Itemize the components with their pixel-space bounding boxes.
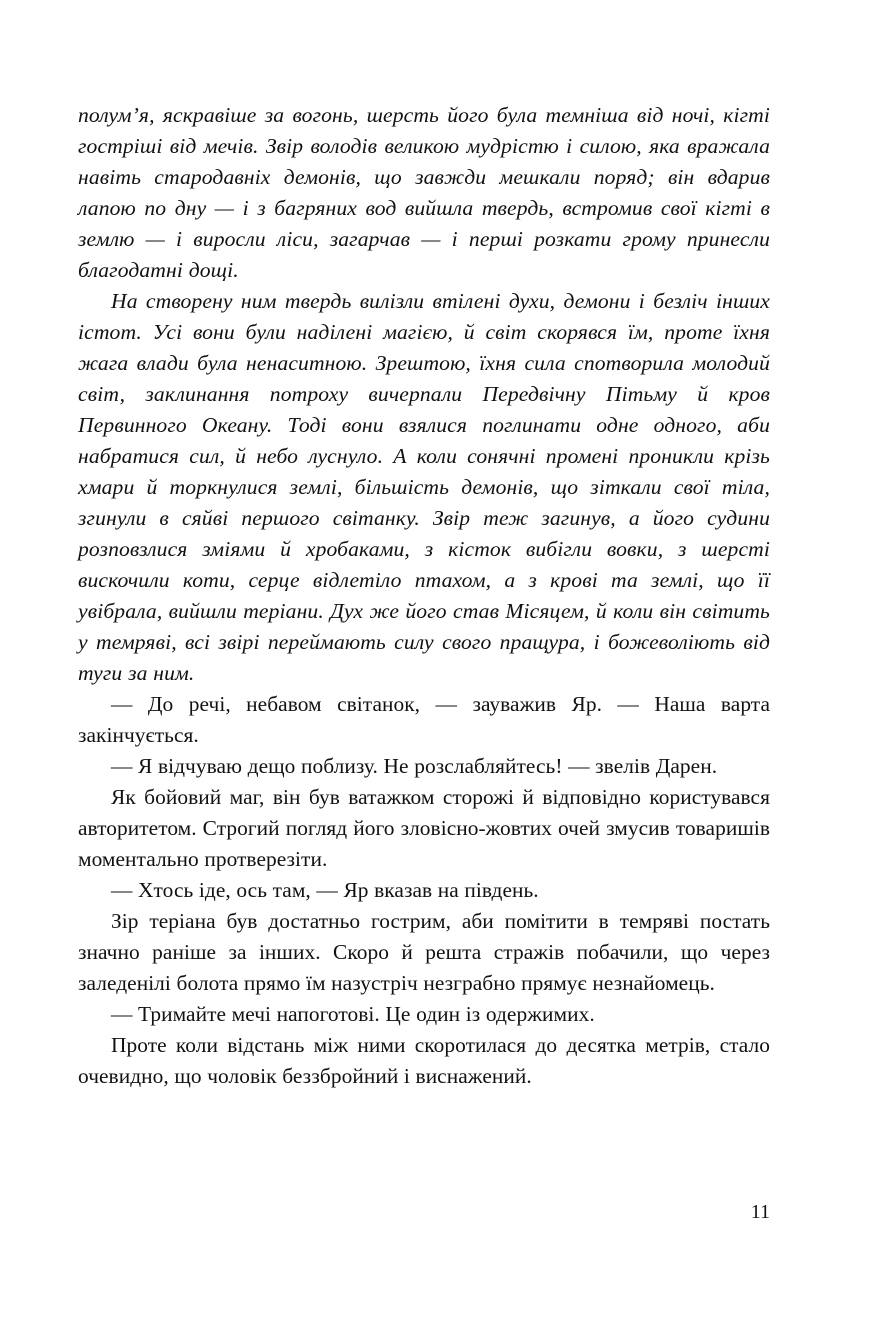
paragraph-narration-terian-sight: Зір теріана був достатньо гострим, аби помітити в темряві постать значно раніше за інших. Скоро й решта стражів побачили, що через заледенілі болота прямо їм назустріч незграбно прямує незнайомець. [78, 909, 770, 995]
paragraph-legend-1: полум’я, яскравіше за вогонь, шерсть його була темніша від ночі, кігті гостріші від мечів. Звір володів великою мудрістю і силою, яка вражала навіть стародавніх демонів, що завжди мешкали поряд; він вдарив лапою по дну — і з багряних вод вийшла твердь, встромив свої кігті в землю — і виросли ліси, загарчав — і перші розкати грому принесли благодатні дощі. [78, 103, 770, 282]
paragraph-dialogue-swords-ready: — Тримайте мечі напоготові. Це один із одержимих. [111, 1002, 595, 1026]
paragraph-dialogue-daren-sense: — Я відчуваю дещо поблизу. Не розслабляйтесь! — звелів Дарен. [111, 754, 718, 778]
paragraph-dialogue-yar-south: — Хтось іде, ось там, — Яр вказав на південь. [111, 878, 539, 902]
paragraph-narration-stranger-unarmed: Проте коли відстань між ними скоротилася до десятка метрів, стало очевидно, що чоловік беззбройний і виснажений. [78, 1033, 770, 1088]
page-text-block [78, 100, 770, 1092]
paragraph-narration-battle-mage: Як бойовий маг, він був ватажком сторожі й відповідно користувався авторитетом. Строгий погляд його зловісно-жовтих очей змусив товаришів моментально протверезіти. [78, 785, 770, 871]
page-number: 11 [750, 1201, 770, 1223]
paragraph-legend-2: На створену ним твердь вилізли втілені духи, демони і безліч інших істот. Усі вони були наділені магією, й світ скорявся їм, проте їхня жага влади була ненаситною. Зрештою, їхня сила спотворила молодий світ, заклинання потроху вичерпали Передвічну Пітьму й кров Первинного Океану. Тоді вони взялися поглинати одне одного, аби набратися сил, й небо луснуло. А коли сонячні промені проникли крізь хмари й торкнулися землі, більшість демонів, що зіткали свої тіла, згинули в сяйві першого світанку. Звір теж загинув, а його судини розповзлися зміями й хробаками, з кісток вибігли вовки, з шерсті вискочили коти, серце відлетіло птахом, а з крові та землі, що її увібрала, вийшли теріани. Дух же його став Місяцем, й коли він світить у темряві, всі звірі переймають силу свого пращура, і божеволіють від туги за ним. [78, 289, 770, 685]
paragraph-dialogue-yar-dawn: — До речі, небавом світанок, — зауважив Яр. — Наша варта закінчується. [78, 692, 770, 747]
